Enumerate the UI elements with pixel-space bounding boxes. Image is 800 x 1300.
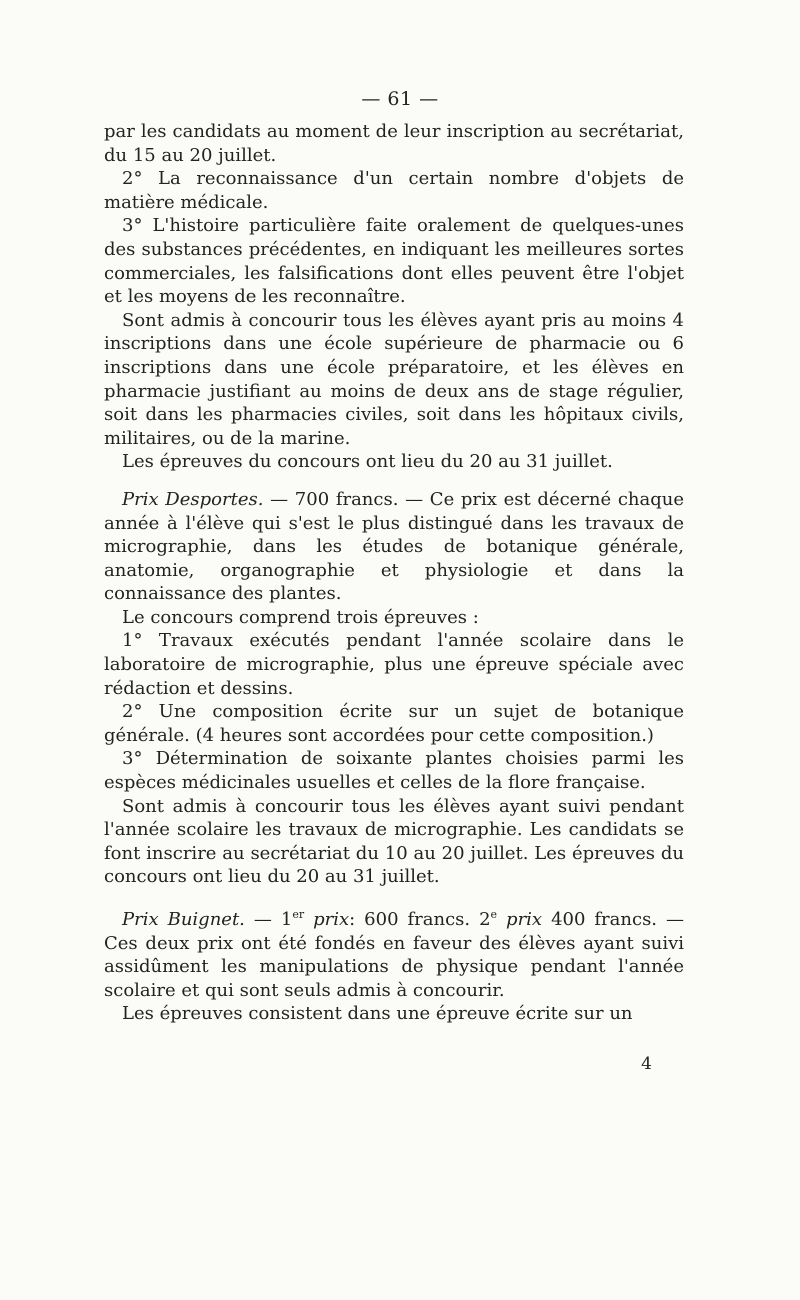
paragraph: 2° Une composition écrite sur un sujet de botanique générale. (4 heures sont accordées pour cette composition.) (104, 701, 684, 746)
paragraph: 1° Travaux exécutés pendant l'année scolaire dans le laboratoire de micrographie, plus une épreuve spéciale avec rédaction et dessins. (104, 630, 684, 699)
prize-text: — 1 (244, 909, 293, 930)
prize-word: prix (506, 909, 543, 930)
paragraph: 3° Détermination de soixante plantes choisies parmi les espèces médicinales usuelles et celles de la flore française. (104, 748, 684, 794)
signature-mark: 4 (641, 1054, 652, 1074)
prize-buignet-paragraph (104, 908, 684, 1002)
prize-word: prix (313, 909, 350, 930)
page-number: — 61 — (361, 88, 439, 110)
prize-text: — 700 francs. — Ce prix est décerné chaque année à l'élève qui s'est le plus distingué dans les travaux de micrographie, dans les études de botanique générale, anatomie, organographie et physiologie et dans la connaissance des plantes. (104, 488, 684, 605)
ordinal-superscript: e (490, 908, 498, 921)
prize-title: Prix Buignet. (122, 909, 245, 930)
paragraph: 3° L'histoire particulière faite oralement de quelques-unes des substances précédentes, en indiquant les meilleures sortes commerciales, les falsifications dont elles peuvent être l'objet et les moyens de les reconnaître. (104, 215, 684, 308)
ordinal-superscript: er (292, 908, 305, 921)
prize-text: : 600 francs. 2 (349, 909, 491, 930)
paragraph: Le concours comprend trois épreuves : (122, 606, 479, 628)
body-text (104, 120, 684, 1026)
paragraph: par les candidats au moment de leur inscription au secrétariat, du 15 au 20 juillet. (104, 121, 684, 166)
paragraph: Les épreuves consistent dans une épreuve écrite sur un (122, 1003, 633, 1025)
prize-title: Prix Desportes. (122, 488, 264, 510)
paragraph: Les épreuves du concours ont lieu du 20 au 31 juillet. (122, 451, 613, 473)
paragraph: 2° La reconnaissance d'un certain nombre d'objets de matière médicale. (104, 168, 684, 213)
paragraph: Sont admis à concourir tous les élèves ayant suivi pendant l'année scolaire les travaux de micrographie. Les candidats se font inscrire au secrétariat du 10 au 20 juillet. Les épreuves du concours ont lieu du 20 au 31 juillet. (104, 795, 684, 888)
paragraph: Sont admis à concourir tous les élèves ayant pris au moins 4 inscriptions dans une école supérieure de pharmacie ou 6 inscriptions dans une école préparatoire, et les élèves en pharmacie justifiant au moins de deux ans de stage régulier, soit dans les pharmacies civiles, soit dans les hôpitaux civils, militaires, ou de la marine. (104, 309, 684, 449)
prize-text: 400 francs. — Ces deux prix ont été fondés en faveur des élèves ayant suivi assidûment les manipulations de physique pendant l'année scolaire et qui sont seuls admis à concourir. (104, 909, 684, 1001)
prize-desportes-paragraph (104, 488, 684, 606)
